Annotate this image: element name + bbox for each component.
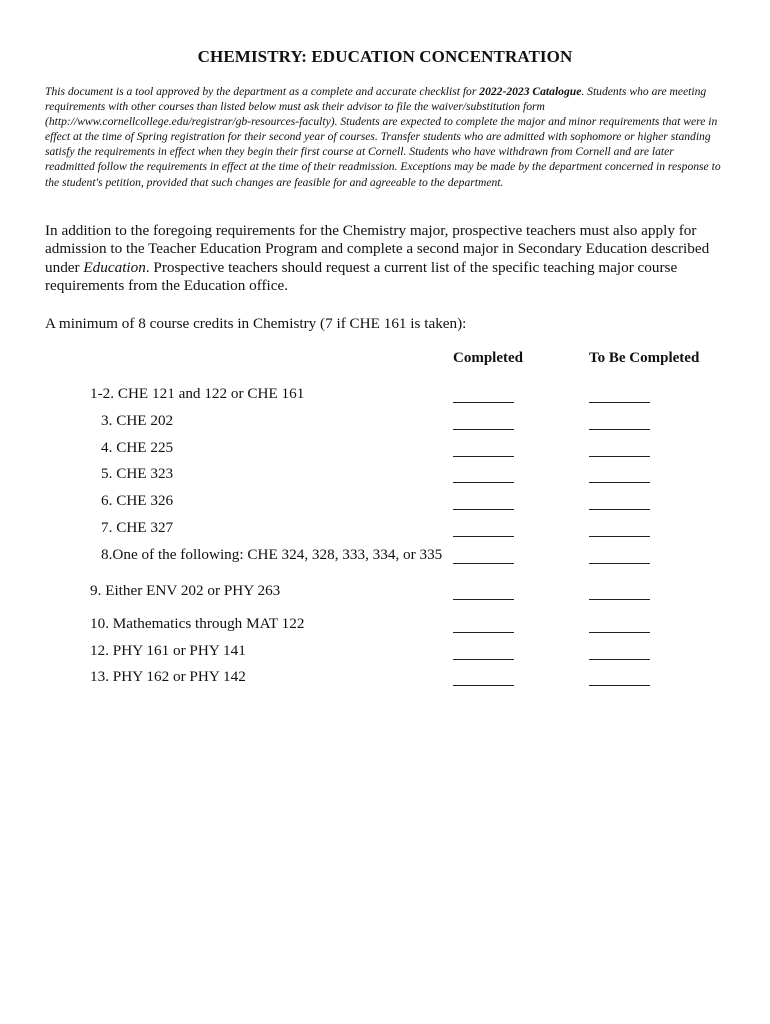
requirement-row [0, 642, 770, 664]
to-be-completed-blank[interactable] [589, 632, 650, 633]
requirement-label: 10. Mathematics through MAT 122 [90, 615, 305, 632]
requirement-label: 7. CHE 327 [101, 519, 174, 536]
column-header-to-be-completed: To Be Completed [589, 350, 700, 366]
requirement-label: 8.One of the following: CHE 324, 328, 333, 334, or 335 [101, 546, 443, 563]
requirement-row [0, 546, 770, 568]
requirement-label: 4. CHE 225 [101, 439, 174, 456]
intro-text-1: This document is a tool approved by the department as a complete and accurate checklist for [45, 85, 480, 98]
requirement-row [0, 439, 770, 461]
completed-blank[interactable] [453, 456, 514, 457]
to-be-completed-blank[interactable] [589, 429, 650, 430]
requirement-label: 1-2. CHE 121 and 122 or CHE 161 [90, 385, 305, 402]
intro-text-2: . Students who are meeting requirements with other courses than listed below must ask their advisor to file the waiver/substitution form (http://www.cornellcollege.edu/registrar/gb-resources-faculty). Students are expected to complete the major and minor requirements that were in effect at the time of Spring registration for their second year of courses. Transfer students who are admitted with sophomore or higher standing satisfy the requirements in effect when they begin their first course at Cornell. Students who have withdrawn from Cornell and are later readmitted follow the requirements in effect at the time of their readmission. Exceptions may be made by the department concerned in response to the student's petition, provided that such changes are feasible for and agreeable to the department. [45, 85, 721, 189]
completed-blank[interactable] [453, 632, 514, 633]
to-be-completed-blank[interactable] [589, 402, 650, 403]
completed-blank[interactable] [453, 599, 514, 600]
requirement-label: 3. CHE 202 [101, 412, 174, 429]
minimum-credits-text: A minimum of 8 course credits in Chemistry (7 if CHE 161 is taken): [45, 315, 467, 332]
to-be-completed-blank[interactable] [589, 456, 650, 457]
requirement-row [0, 668, 770, 690]
education-emphasis: Education [83, 258, 146, 276]
to-be-completed-blank[interactable] [589, 685, 650, 686]
completed-blank[interactable] [453, 402, 514, 403]
to-be-completed-blank[interactable] [589, 482, 650, 483]
completed-blank[interactable] [453, 563, 514, 564]
to-be-completed-blank[interactable] [589, 659, 650, 660]
completed-blank[interactable] [453, 659, 514, 660]
requirement-row [0, 519, 770, 541]
to-be-completed-blank[interactable] [589, 563, 650, 564]
requirement-label: 5. CHE 323 [101, 465, 174, 482]
completed-blank[interactable] [453, 482, 514, 483]
completed-blank[interactable] [453, 509, 514, 510]
requirement-row [0, 492, 770, 514]
column-header-completed: Completed [453, 350, 523, 366]
to-be-completed-blank[interactable] [589, 536, 650, 537]
requirement-label: 9. Either ENV 202 or PHY 263 [90, 582, 281, 599]
requirement-row [0, 412, 770, 434]
requirement-label: 13. PHY 162 or PHY 142 [90, 668, 246, 685]
teacher-requirements-paragraph [45, 222, 725, 295]
paragraph-text-2: . Prospective teachers should request a current list of the specific teaching major course requirements from the Education office. [45, 258, 678, 294]
page-title: CHEMISTRY: EDUCATION CONCENTRATION [197, 47, 573, 66]
to-be-completed-blank[interactable] [589, 509, 650, 510]
catalogue-year: 2022-2023 Catalogue [479, 85, 582, 98]
completed-blank[interactable] [453, 685, 514, 686]
intro-paragraph [45, 84, 725, 190]
requirement-row [0, 582, 770, 604]
requirement-label: 6. CHE 326 [101, 492, 174, 509]
completed-blank[interactable] [453, 536, 514, 537]
requirement-row [0, 385, 770, 407]
completed-blank[interactable] [453, 429, 514, 430]
requirement-row [0, 615, 770, 637]
requirement-label: 12. PHY 161 or PHY 141 [90, 642, 246, 659]
to-be-completed-blank[interactable] [589, 599, 650, 600]
requirement-row [0, 465, 770, 487]
paragraph-text-1: In addition to the foregoing requirements for the Chemistry major, prospective teachers must also apply for admission to the Teacher Education Program and complete a second major in Secondary Education described under [45, 222, 710, 276]
